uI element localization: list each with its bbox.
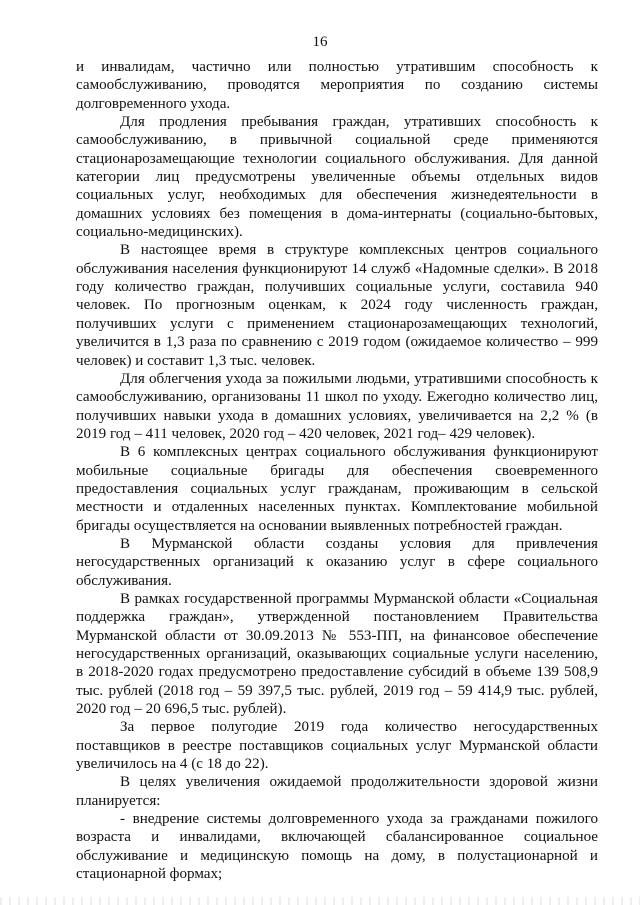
paragraph-healthy-life-plan: В целях увеличения ожидаемой продолжительности здоровой жизни планируется:: [76, 774, 598, 809]
paragraph-mobile-teams: В 6 комплексных центрах социального обслуживания функционируют мобильные социальные бригады для обеспечения своевременного предоставления социальных услуг гражданам, проживающим в сельской местности и отдаленных населенных пунктах. Комплектование мобильной бригады осуществляется на основании выявленных потребностей граждан.: [76, 444, 598, 534]
paragraph-home-services: В настоящее время в структуре комплексных центров социального обслуживания населения функционируют 14 служб «Надомные сделки». В 2018 году количество граждан, получивших социальные услуги, составила 940 человек. По прогнозным оценкам, к 2024 году численность граждан, получивших услуги с применением стационарозамещающих технологий, увеличится в 1,3 раза по сравнению с 2019 годом (ожидаемое количество – 999 человек) и составит 1,3 тыс. человек.: [76, 242, 598, 369]
page-number: 16: [312, 34, 328, 50]
paragraph-continuation: и инвалидам, частично или полностью утратившим способность к самообслуживанию, проводятся мероприятия по созданию системы долговременного ухода.: [76, 59, 598, 112]
paragraph-state-program: В рамках государственной программы Мурманской области «Социальная поддержка граждан», утвержденной постановлением Правительства Мурманской области от 30.09.2013 № 553-ПП, на финансовое обеспечение негосударственных организаций, оказывающих социальные услуги населению, в 2018-2020 годах предусмотрено предоставление субсидий в объеме 139 508,9 тыс. рублей (2018 год – 59 397,5 тыс. рублей, 2019 год – 59 414,9 тыс. рублей, 2020 год – 20 696,5 тыс. рублей).: [76, 590, 598, 718]
paragraph-provider-registry: За первое полугодие 2019 года количество негосударственных поставщиков в реестре поставщиков социальных услуг Мурманской области увеличилось на 4 (с 18 до 22).: [76, 719, 598, 773]
document-body: [76, 58, 598, 883]
scan-edge-mark: [0, 897, 640, 905]
paragraph-stationary-replacement: Для продления пребывания граждан, утративших способность к самообслуживанию, в привычной социальной среде применяются стационарозамещающие технологии социального обслуживания. Для данной категории лиц предусмотрены увеличенные объемы отдельных видов социальных услуг, необходимых для обеспечения жизнедеятельности в домашних условиях без помещения в дома-интернаты (социально-бытовых, социально-медицинских).: [76, 114, 598, 241]
paragraph-care-schools: Для облегчения ухода за пожилыми людьми, утратившими способность к самообслуживанию, организованы 11 школ по уходу. Ежегодно количество лиц, получивших навыки ухода в домашних условиях, увеличивается на 2,2 % (в 2019 год – 411 человек, 2020 год – 420 человек, 2021 год– 429 человек).: [76, 370, 598, 442]
paragraph-non-state-organizations: В Мурманской области созданы условия для привлечения негосударственных организаций к оказанию услуг в сфере социального обслуживания.: [76, 535, 598, 589]
list-item-long-term-care: - внедрение системы долговременного ухода за гражданами пожилого возраста и инвалидами, включающей сбалансированное социальное обслуживание и медицинскую помощь на дому, в полустационарной и стационарной формах;: [76, 811, 598, 883]
